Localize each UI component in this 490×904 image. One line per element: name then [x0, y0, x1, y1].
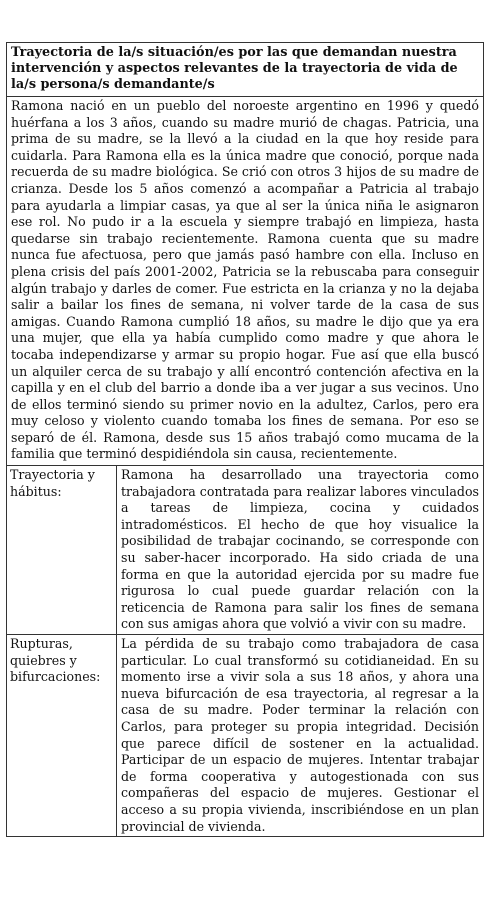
table-header: Trayectoria de la/s situación/es por las que demandan nuestra intervención y aspectos relevantes de la trayectoria de vida de la/s persona/s demandante/s: [7, 43, 483, 97]
narrative-cell: Ramona nació en un pueblo del noroeste argentino en 1996 y quedó huérfana a los 3 años, cuando su madre murió de chagas. Patricia, una prima de su madre, se la llevó a la ciudad en la que hoy reside para cuidarla. Para Ramona ella es la única madre que conoció, porque nada recuerda de su madre biológica. Se crió con otros 3 hijos de su madre de crianza. Desde los 5 años comenzó a acompañar a Patricia al trabajo para ayudarla a limpiar casas, ya que al ser la única niña le asignaron ese rol. No pudo ir a la escuela y siempre trabajó en limpieza, hasta quedarse sin trabajo recientemente. Ramona cuenta que su madre nunca fue afectuosa, pero que jamás pasó hambre con ella. Incluso en plena crisis del país 2001-2002, Patricia se la rebuscaba para conseguir algún trabajo y darles de comer. Fue estricta en la crianza y no la dejaba salir a bailar los fines de semana, ni volver tarde de la casa de sus amigas. Cuando Ramona cumplió 18 años, su madre le dijo que ya era una mujer, que ella ya había cumplido como madre y que ahora le tocaba independizarse y armar su propio hogar. Fue así que ella buscó un alquiler cerca de su trabajo y allí encontró contención afectiva en la capilla y en el club del barrio a donde iba a ver jugar a sus vecinos. Uno de ellos terminó siendo su primer novio en la adultez, Carlos, pero era muy celoso y violento cuando tomaba los fines de semana. Por eso se separó de él. Ramona, desde sus 15 años trabajó como mucama de la familia que terminó despidiéndola sin causa, recientemente.: [7, 97, 483, 466]
row-content-rupturas: La pérdida de su trabajo como trabajadora de casa particular. Lo cual transformó su cotidianeidad. En su momento irse a vivir sola a sus 18 años, y ahora una nueva bifurcación de esa trayectoria, al regresar a la casa de su madre. Poder terminar la relación con Carlos, para proteger su propia integridad. Decisión que parece difícil de sostener en la actualidad. Participar de un espacio de mujeres. Intentar trabajar de forma cooperativa y autogestionada con sus compañeras del espacio de mujeres. Gestionar el acceso a su propia vivienda, inscribiéndose en un plan provincial de vivienda.: [121, 636, 479, 834]
table-row: [7, 635, 483, 836]
row-label-trayectoria: Trayectoria y hábitus:: [7, 466, 117, 634]
row-content-trayectoria: Ramona ha desarrollado una trayectoria como trabajadora contratada para realizar labores vinculados a tareas de limpieza, cocina y cuidados intradomésticos. El hecho de que hoy visualice la posibilidad de trabajar cocinando, se corresponde con su saber-hacer incorporado. Ha sido criada de una forma en que la autoridad ejercida por su madre fue rigurosa lo cual puede guardar relación con la reticencia de Ramona para salir los fines de semana con sus amigas ahora que volvió a vivir con su madre.: [121, 467, 479, 632]
row-label-rupturas: Rupturas, quiebres y bifurcaciones:: [7, 635, 117, 836]
document-table: [6, 42, 484, 837]
table-row: [7, 466, 483, 635]
